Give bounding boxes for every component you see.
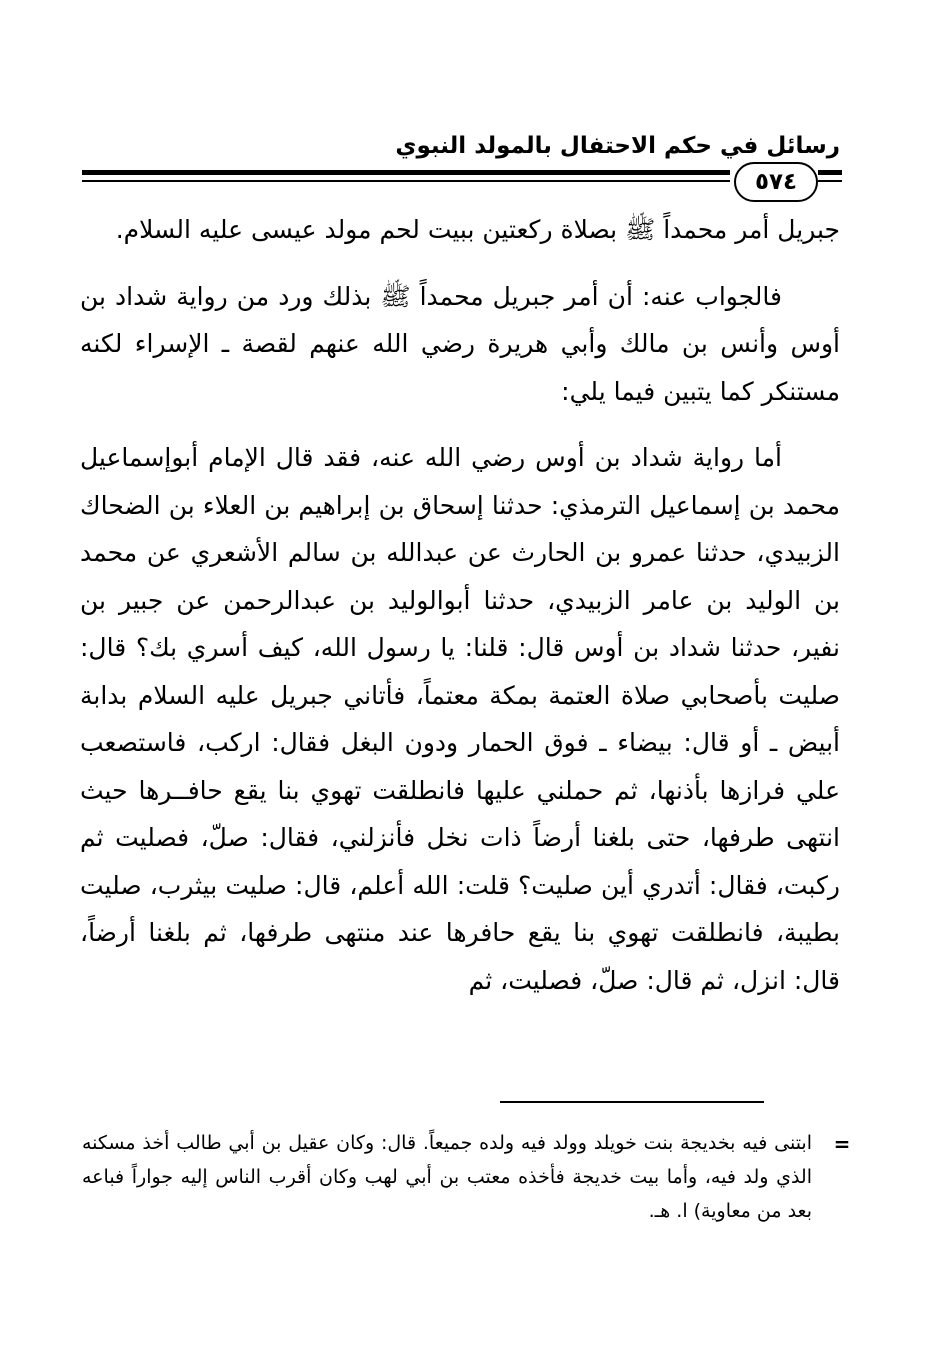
paragraph: أما رواية شداد بن أوس رضي الله عنه، فقد قال الإمام أبوإسماعيل محمد بن إسماعيل الترمذي: حدثنا إسحاق بن إبراهيم بن العلاء بن الضحاك الزبيدي، حدثنا عمرو بن الحارث عن عبدالله بن سالم الأشعري عن محمد بن الوليد بن عامر الزبيدي، حدثنا أبوالوليد بن عبدالرحمن عن جبير بن نفير، حدثنا شداد بن أوس قال: قلنا: يا رسول الله، كيف أسري بك؟ قال: صليت بأصحابي صلاة العتمة بمكة معتماً، فأتاني جبريل عليه السلام بدابة أبيض ـ أو قال: بيضاء ـ فوق الحمار ودون البغل فقال: اركب، فاستصعب علي فرازها بأذنها، ثم حملني عليها فانطلقت تهوي بنا يقع حافــرها حيث انتهى طرفها، حتى بلغنا أرضاً ذات نخل فأنزلني، فقال: صلّ، فصليت ثم ركبت، فقال: أتدري أين صليت؟ قلت: الله أعلم، قال: صليت بيثرب، صليت بطيبة، فانطلقت تهوي بنا يقع حافرها عند منتهى طرفها، ثم بلغنا أرضاً، قال: انزل، ثم قال: صلّ، فصليت، ثم (80, 443, 840, 995)
running-title: رسائل في حكم الاحتفال بالمولد النبوي (395, 133, 840, 159)
footnote-separator (500, 1101, 764, 1103)
main-text (80, 206, 840, 1004)
footnote: ابتنى فيه بخديجة بنت خويلد وولد فيه ولده جميعاً. قال: وكان عقيل بن أبي طالب أخذ مسكنه الذي ولد فيه، وأما بيت خديجة فأخذه معتب بن أبي لهب وكان أقرب الناس إليه جواراً فباعه بعد من معاوية) ا. هـ. (82, 1132, 812, 1222)
paragraph: جبريل أمر محمداً ﷺ بصلاة ركعتين ببيت لحم مولد عيسى عليه السلام. (115, 215, 840, 244)
header-rule-left-top (82, 170, 730, 175)
header-rule-right-top (818, 170, 842, 175)
page-number-badge (734, 162, 818, 202)
paragraph: فالجواب عنه: أن أمر جبريل محمداً ﷺ بذلك ورد من رواية شداد بن أوس وأنس بن مالك وأبي هريرة رضي الله عنهم لقصة ـ الإسراء لكنه مستنكر كما يتبين فيما يلي: (80, 281, 840, 406)
footnote-continuation-mark: = (833, 1132, 851, 1156)
header-rule-left-bottom (82, 180, 730, 182)
header-rule-right-bottom (818, 180, 842, 182)
page-number: ٥٧٤ (754, 169, 798, 195)
